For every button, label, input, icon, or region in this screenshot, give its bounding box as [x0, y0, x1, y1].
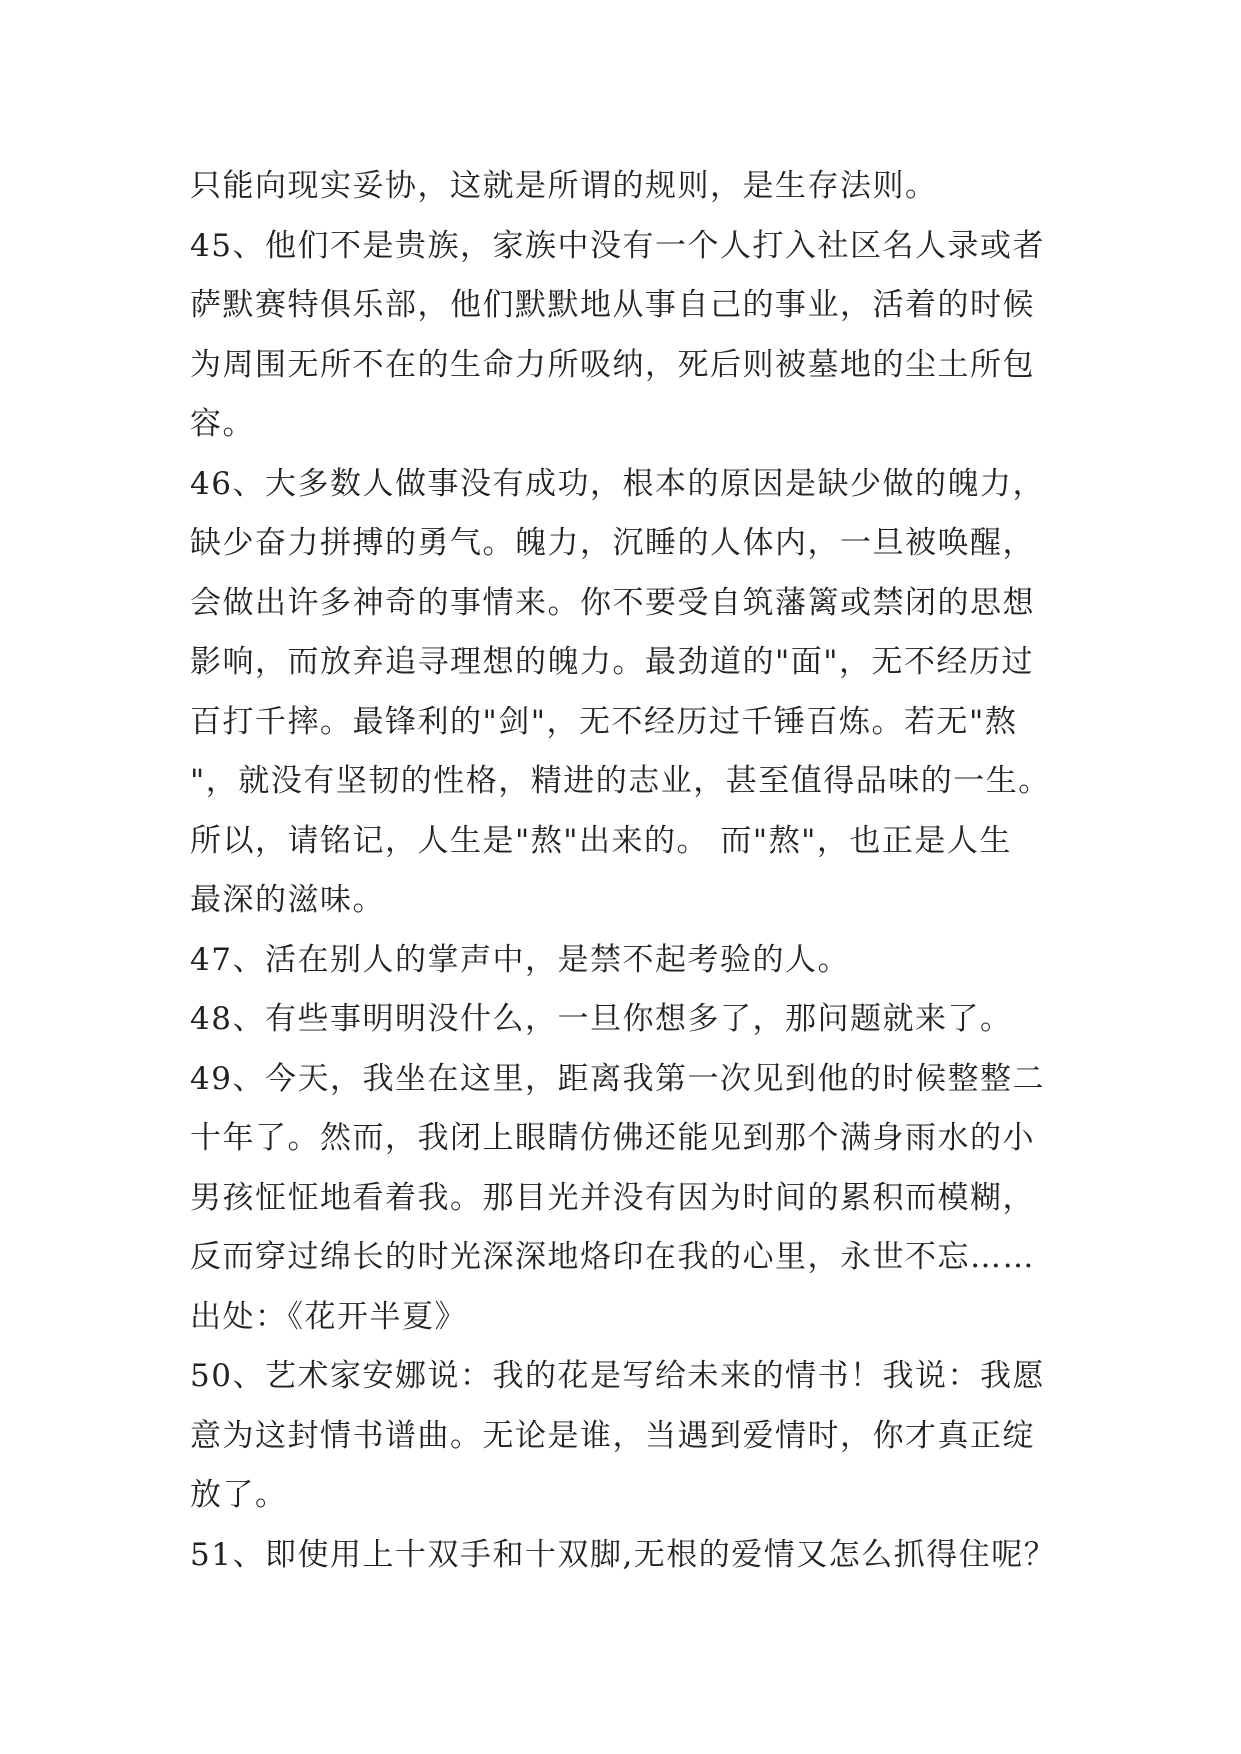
text-line: 48、有些事明明没什么，一旦你想多了，那问题就来了。 [190, 1001, 1013, 1037]
text-line: 容。 [190, 406, 255, 442]
text-line: 为周围无所不在的生命力所吸纳，死后则被墓地的尘土所包 [190, 346, 1035, 383]
text-line: 萨默赛特俱乐部，他们默默地从事自己的事业，活着的时候 [190, 287, 1035, 323]
text-line: 49、今天，我坐在这里，距离我第一次见到他的时候整整二 [190, 1060, 1045, 1097]
text-line: 百打千摔。最锋利的"剑"，无不经历过千锤百炼。若无"熬 [190, 703, 1018, 740]
text-line: 50、艺术家安娜说：我的花是写给未来的情书！我说：我愿 [190, 1358, 1045, 1394]
body-text [190, 157, 1070, 1585]
text-line: 十年了。然而，我闭上眼睛仿佛还能见到那个满身雨水的小 [190, 1120, 1035, 1156]
text-line: 所以，请铭记，人生是"熬"出来的。 而"熬"，也正是人生 [190, 822, 1012, 859]
text-line: 意为这封情书谱曲。无论是谁，当遇到爱情时，你才真正绽 [190, 1417, 1035, 1454]
text-line: "，就没有坚韧的性格，精进的志业，甚至值得品味的一生。 [190, 763, 1051, 799]
text-line: 会做出许多神奇的事情来。你不要受自筑藩篱或禁闭的思想 [190, 584, 1035, 621]
text-line: 最深的滋味。 [190, 882, 385, 918]
text-line: 男孩怔怔地看着我。那目光并没有因为时间的累积而模糊， [190, 1179, 1035, 1216]
text-line: 51、即使用上十双手和十双脚,无根的爱情又怎么抓得住呢？ [190, 1536, 1057, 1573]
text-line: 放了。 [190, 1477, 288, 1513]
text-line: 46、大多数人做事没有成功，根本的原因是缺少做的魄力， [190, 465, 1045, 502]
text-line: 影响，而放弃追寻理想的魄力。最劲道的"面"，无不经历过 [190, 644, 1035, 680]
text-line: 只能向现实妥协，这就是所谓的规则，是生存法则。 [190, 168, 938, 204]
text-line: 出处：《花开半夏》 [190, 1298, 467, 1335]
text-line: 反而穿过绵长的时光深深地烙印在我的心里，永世不忘…… [190, 1239, 1035, 1275]
text-line: 47、活在别人的掌声中，是禁不起考验的人。 [190, 941, 850, 978]
text-line: 缺少奋力拼搏的勇气。魄力，沉睡的人体内，一旦被唤醒， [190, 525, 1035, 561]
text-line: 45、他们不是贵族，家族中没有一个人打入社区名人录或者 [190, 227, 1045, 264]
